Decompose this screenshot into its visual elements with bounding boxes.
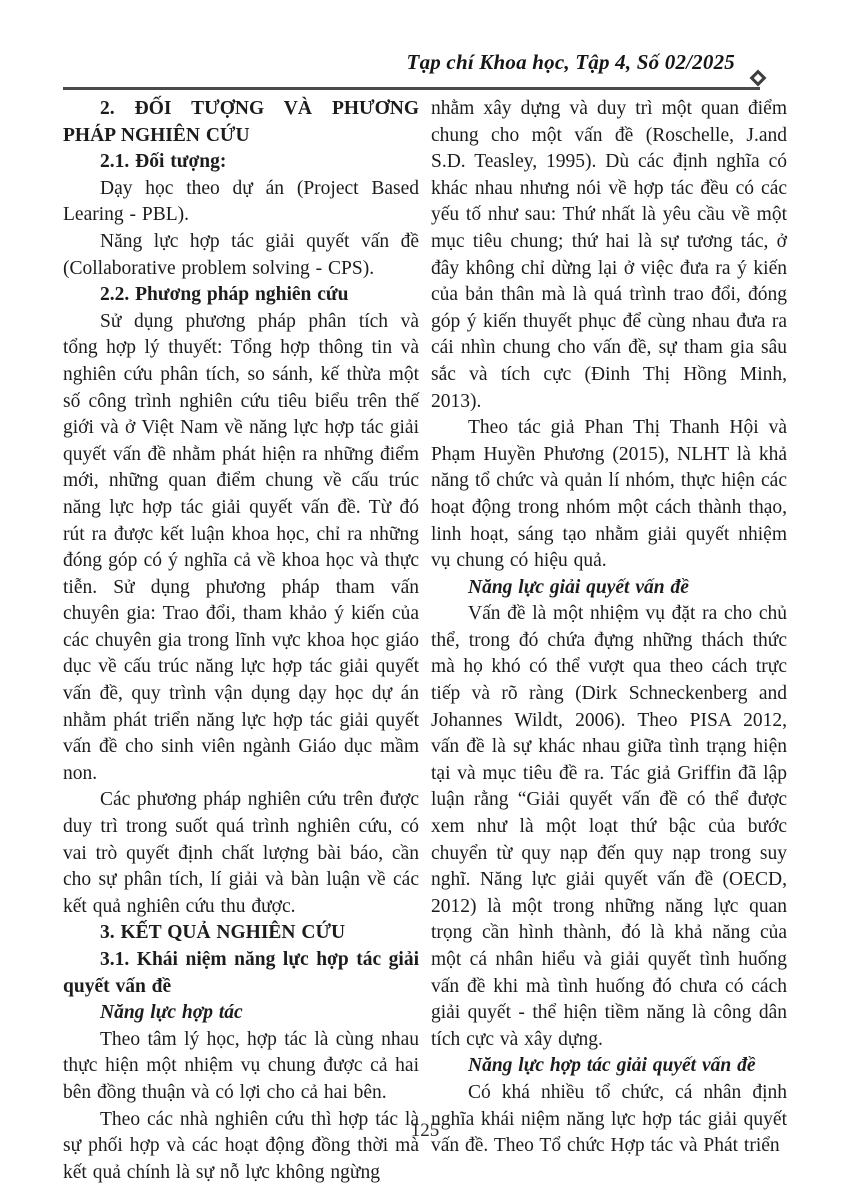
- section-heading-2: 2. ĐỐI TƯỢNG VÀ PHƯƠNG PHÁP NGHIÊN CỨU: [63, 98, 419, 146]
- page-number: 125: [410, 1120, 440, 1141]
- paragraph: Sử dụng phương pháp phân tích và tổng hợp lý thuyết: Tổng hợp thông tin và nghiên cứu phân tích, so sánh, kế thừa một số công trình nghiên cứu tiêu biểu trên thế giới và ở Việt Nam về năng lực hợp tác giải quyết vấn đề nhằm phát hiện ra những điểm mới, những quan điểm chung về cấu trúc năng lực hợp tác giải quyết vấn đề. Từ đó rút ra được kết luận khoa học, chỉ ra những đóng góp có ý nghĩa cả về khoa học và thực tiễn. Sử dụng phương pháp tham vấn chuyên gia: Trao đổi, tham khảo ý kiến của các chuyên gia trong lĩnh vực khoa học giáo dục về cấu trúc năng lực hợp tác giải quyết vấn đề, quy trình vận dụng dạy học dự án nhằm phát triển năng lực hợp tác giải quyết vấn đề cho sinh viên ngành Giáo dục mầm non.: [63, 310, 419, 784]
- subsection-heading-2-2: 2.2. Phương pháp nghiên cứu: [100, 284, 349, 306]
- subsection-heading-nang-luc-hop-tac-giai-quyet-van-de: Năng lực hợp tác giải quyết vấn đề: [468, 1055, 756, 1077]
- paragraph: Theo tác giả Phan Thị Thanh Hội và Phạm Huyền Phương (2015), NLHT là khả năng tổ chức và quản lí nhóm, thực hiện các hoạt động trong nhóm một cách thành thạo, linh hoạt, sáng tạo nhằm giải quyết nhiệm vụ chung có hiệu quả.: [431, 417, 787, 572]
- paragraph: Theo tâm lý học, hợp tác là cùng nhau thực hiện một nhiệm vụ chung được cả hai bên đồng thuận và có lợi cho cả hai bên.: [63, 1028, 419, 1103]
- paragraph: Có khá nhiều tổ chức, cá nhân định nghĩa khái niệm năng lực hợp tác giải quyết vấn đề. Theo Tổ chức Hợp tác và Phát triển: [431, 1081, 787, 1157]
- right-column: [431, 96, 787, 1160]
- paragraph: Vấn đề là một nhiệm vụ đặt ra cho chủ thể, trong đó chứa đựng những thách thức mà họ khó có thể vượt qua theo cách trực tiếp và rõ ràng (Dirk Schneckenberg and Johannes Wildt, 2006). Theo PISA 2012, vấn đề là sự khác nhau giữa tình trạng hiện tại và mục tiêu đề ra. Tác giả Griffin đã lập luận rằng “Giải quyết vấn đề có thể được xem như là một loạt thứ bậc của bước chuyển từ quy nạp đến quy nạp trong suy nghĩ. Năng lực giải quyết vấn đề (OECD, 2012) là một trong những năng lực quan trọng cần hình thành, đó là khả năng của một cá nhân hiểu và giải quyết tình huống vấn đề khi mà tình huống đó chưa có cách giải quyết - thể hiện tiềm năng là công dân tích cực và xây dựng.: [431, 603, 787, 1050]
- paragraph: Năng lực hợp tác giải quyết vấn đề (Collaborative problem solving - CPS).: [63, 230, 419, 279]
- diamond-icon: [750, 70, 767, 87]
- paragraph: Các phương pháp nghiên cứu trên được duy trì trong suốt quá trình nghiên cứu, có vai trò quyết định chất lượng bài báo, cần cho sự phân tích, lí giải và bàn luận về các kết quả nghiên cứu thu được.: [63, 789, 419, 917]
- paragraph: Theo các nhà nghiên cứu thì hợp tác là sự phối hợp và các hoạt động đồng thời mà kết quả chính là sự nỗ lực không ngừng: [63, 1108, 419, 1183]
- subsection-heading-2-1: 2.1. Đối tượng:: [100, 151, 227, 173]
- paragraph: Dạy học theo dự án (Project Based Learing - PBL).: [63, 177, 419, 226]
- subsection-heading-nang-luc-giai-quyet-van-de: Năng lực giải quyết vấn đề: [468, 576, 689, 598]
- subsection-heading-nang-luc-hop-tac: Năng lực hợp tác: [100, 1002, 243, 1024]
- header-rule: [63, 87, 760, 90]
- journal-header-title: Tạp chí Khoa học, Tập 4, Số 02/2025: [406, 50, 735, 74]
- paragraph: nhằm xây dựng và duy trì một quan điểm chung cho một vấn đề (Roschelle, J.and S.D. Teasley, 1995). Dù các định nghĩa có khác nhau nhưng nói về hợp tác đều có các yếu tố như sau: Thứ nhất là yêu cầu về một mục tiêu chung; thứ hai là sự tương tác, ở đây không chỉ dừng lại ở việc đưa ra ý kiến của bản thân mà là quá trình trao đổi, đóng góp ý kiến thuyết phục để cùng nhau đưa ra cái nhìn chung cho vấn đề, sự tham gia sâu sắc và tích cực (Đinh Thị Hồng Minh, 2013).: [431, 98, 787, 412]
- subsection-heading-3-1: 3.1. Khái niệm năng lực hợp tác giải quyết vấn đề: [63, 949, 419, 997]
- section-heading-3: 3. KẾT QUẢ NGHIÊN CỨU: [100, 922, 346, 944]
- left-column: [63, 96, 419, 1186]
